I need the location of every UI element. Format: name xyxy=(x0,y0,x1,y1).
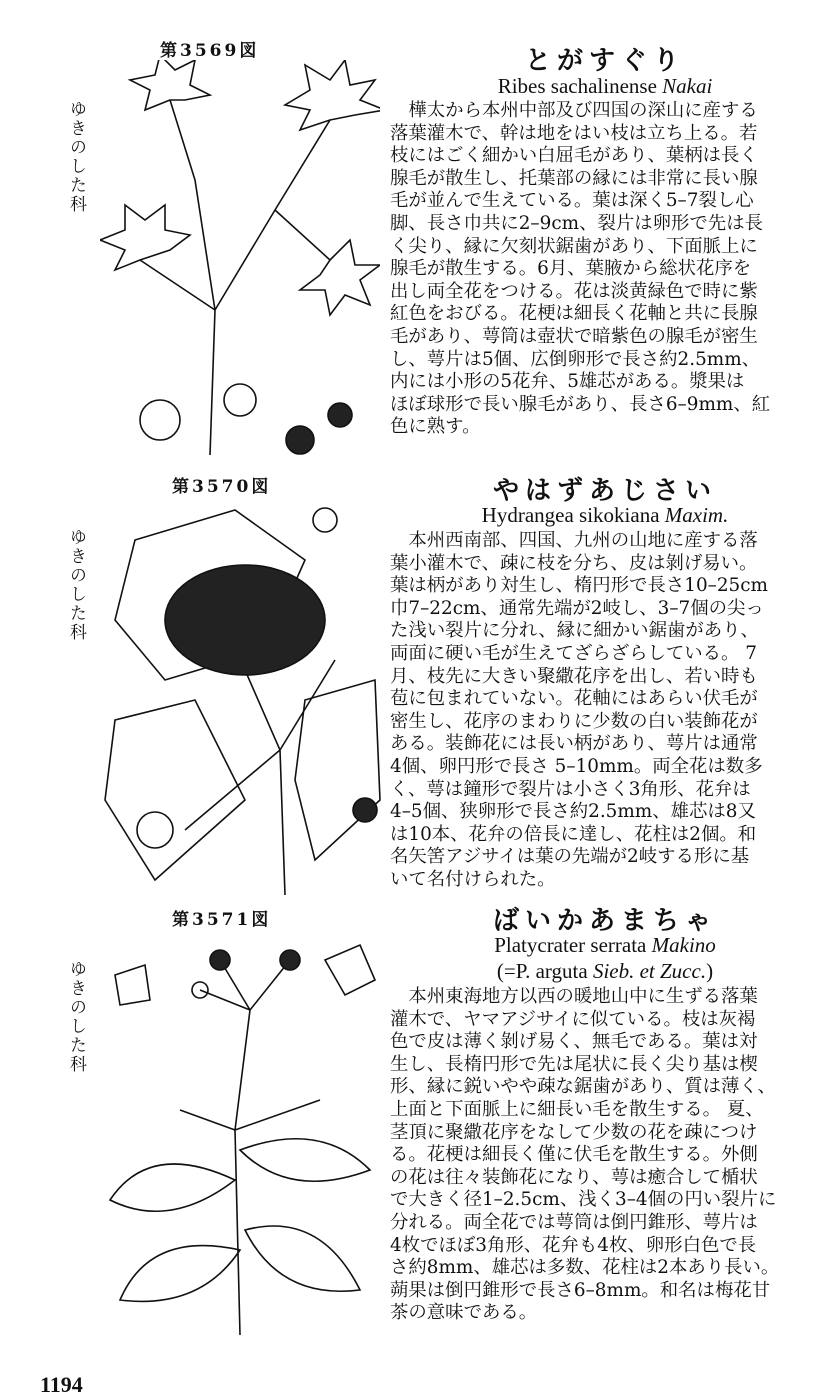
text-line: 4個、卵円形で長さ 5–10mm。両全花は数多 xyxy=(390,755,763,777)
entry-description xyxy=(390,530,820,892)
latin-genus-species: Hydrangea sikokiana xyxy=(481,503,660,527)
text-line: 色に熟す。 xyxy=(390,416,481,438)
text-line: 毛が並んで生えている。葉は深く5–7裂し心 xyxy=(390,190,754,212)
text-line: 生し、長楕円形で先は尾状に長く尖り基は楔 xyxy=(390,1053,758,1075)
text-line: で大きく径1–2.5cm、浅く3–4個の円い裂片に xyxy=(390,1189,777,1211)
synonym-close: ) xyxy=(706,959,714,983)
text-line: いて名付けられた。 xyxy=(390,868,556,890)
text-line: 枝にはごく細かい白屈毛があり、葉柄は長く xyxy=(390,145,758,167)
text-line: 月、枝先に大きい聚繖花序を出し、若い時も xyxy=(390,665,758,687)
latin-genus-species: Ribes sachalinense xyxy=(497,74,657,98)
text-line: 腺毛が散生する。6月、葉腋から総状花序を xyxy=(390,258,752,280)
latin-name xyxy=(390,503,820,528)
text-line: 毛があり、萼筒は壺状で暗紫色の腺毛が密生 xyxy=(390,325,758,347)
text-line: 葉小灌木で、疎に枝を分ち、皮は剝げ易い。 xyxy=(390,552,758,574)
text-line: は10本、花弁の倍長に達し、花柱は2個。和 xyxy=(390,823,757,845)
family-label: ゆきのした科 xyxy=(66,528,86,642)
text-line: 密生し、花序のまわりに少数の白い装飾花が xyxy=(390,710,758,732)
page-number: 1194 xyxy=(40,1372,83,1397)
latin-author: Makino xyxy=(651,933,716,957)
latin-author: Nakai xyxy=(662,74,713,98)
platycrater-illustration xyxy=(90,930,380,1340)
text-line: 葉は柄があり対生し、楕円形で長さ10–25cm xyxy=(390,575,768,597)
text-line: 分れる。両全花では萼筒は倒円錐形、萼片は xyxy=(390,1211,758,1233)
text-line: の花は往々装飾花になり、萼は癒合して楯状 xyxy=(390,1166,758,1188)
text-line: 苞に包まれていない。花軸にはあらい伏毛が xyxy=(390,688,758,710)
text-line: ほぼ球形で長い腺毛があり、長さ6–9mm、紅 xyxy=(390,393,771,415)
synonym-name: (=P. arguta xyxy=(496,959,588,983)
family-label: ゆきのした科 xyxy=(66,100,86,214)
entry-title: ばいかあまちゃ xyxy=(492,906,717,936)
figure-number: 第3570図 xyxy=(172,477,272,497)
ribes-illustration xyxy=(100,60,380,460)
latin-author: Maxim. xyxy=(664,503,729,527)
latin-name xyxy=(390,74,820,99)
text-line: 4–5個、狭卵形で長さ約2.5mm、雄芯は8又 xyxy=(390,801,756,823)
hydrangea-illustration xyxy=(95,500,385,900)
entry-title: とがすぐり xyxy=(524,46,685,76)
text-line: く、萼は鐘形で裂片は小さく3角形、花弁は xyxy=(390,778,751,800)
figure-number: 第3571図 xyxy=(172,910,272,930)
latin-genus-species: Platycrater serrata xyxy=(494,933,647,957)
text-line: 内には小形の5花弁、5雄芯がある。漿果は xyxy=(390,371,745,393)
text-line: 腺毛が散生し、托葉部の縁には非常に長い腺 xyxy=(390,167,758,189)
text-line: さ約8mm、雄芯は多数、花柱は2本あり長い。 xyxy=(390,1257,780,1279)
text-line: 上面と下面脈上に細長い毛を散生する。 夏、 xyxy=(390,1098,764,1120)
text-line: 樺太から本州中部及び四国の深山に産する xyxy=(390,100,758,121)
text-line: た浅い裂片に分れ、縁に細かい鋸歯があり、 xyxy=(390,620,759,642)
text-line: 脚、長さ巾共に2–9cm、裂片は卵形で先は長 xyxy=(390,212,763,234)
text-line: く尖り、縁に欠刻状鋸歯があり、下面脈上に xyxy=(390,235,758,257)
text-line: 形、縁に鋭いやや疎な鋸歯があり、質は薄く、 xyxy=(390,1076,776,1098)
synonym xyxy=(390,959,820,984)
text-line: 茶の意味である。 xyxy=(390,1302,538,1324)
text-line: 茎頂に聚繖花序をなして少数の花を疎につけ xyxy=(390,1121,758,1143)
text-line: 4枚でほぼ3角形、花弁も4枚、卵形白色で長 xyxy=(390,1234,757,1256)
entry-description xyxy=(390,986,820,1325)
latin-name xyxy=(390,933,820,958)
entry-title: やはずあじさい xyxy=(492,476,717,506)
text-line: し、萼片は5個、広倒卵形で長さ約2.5mm、 xyxy=(390,348,761,370)
text-line: 名矢筈アジサイは葉の先端が2岐する形に基 xyxy=(390,846,750,868)
text-line: 本州東海地方以西の暖地山中に生ずる落葉 xyxy=(390,986,758,1007)
family-label: ゆきのした科 xyxy=(66,960,86,1074)
text-line: 巾7–22cm、通常先端が2岐し、3–7個の尖っ xyxy=(390,597,764,619)
text-line: ある。装飾花には長い柄があり、萼片は通常 xyxy=(390,733,758,755)
text-line: 色で皮は薄く剝げ易く、無毛である。葉は対 xyxy=(390,1031,758,1053)
synonym-author: Sieb. et Zucc. xyxy=(592,959,707,983)
text-line: 蒴果は倒円錐形で長さ6–8mm。和名は梅花甘 xyxy=(390,1279,771,1301)
text-line: 落葉灌木で、幹は地をはい枝は立ち上る。若 xyxy=(390,122,758,144)
text-line: 紅色をおびる。花梗は細長く花軸と共に長腺 xyxy=(390,303,758,325)
text-line: 灌木で、ヤマアジサイに似ている。枝は灰褐 xyxy=(390,1008,756,1030)
text-line: 出し両全花をつける。花は淡黄緑色で時に紫 xyxy=(390,280,758,302)
entry-description xyxy=(390,100,820,439)
text-line: る。花梗は細長く僅に伏毛を散生する。外側 xyxy=(390,1144,758,1166)
figure-number: 第3569図 xyxy=(160,41,260,61)
text-line: 両面に硬い毛が生えてざらざらしている。 7 xyxy=(390,642,757,664)
text-line: 本州西南部、四国、九州の山地に産する落 xyxy=(390,530,758,551)
